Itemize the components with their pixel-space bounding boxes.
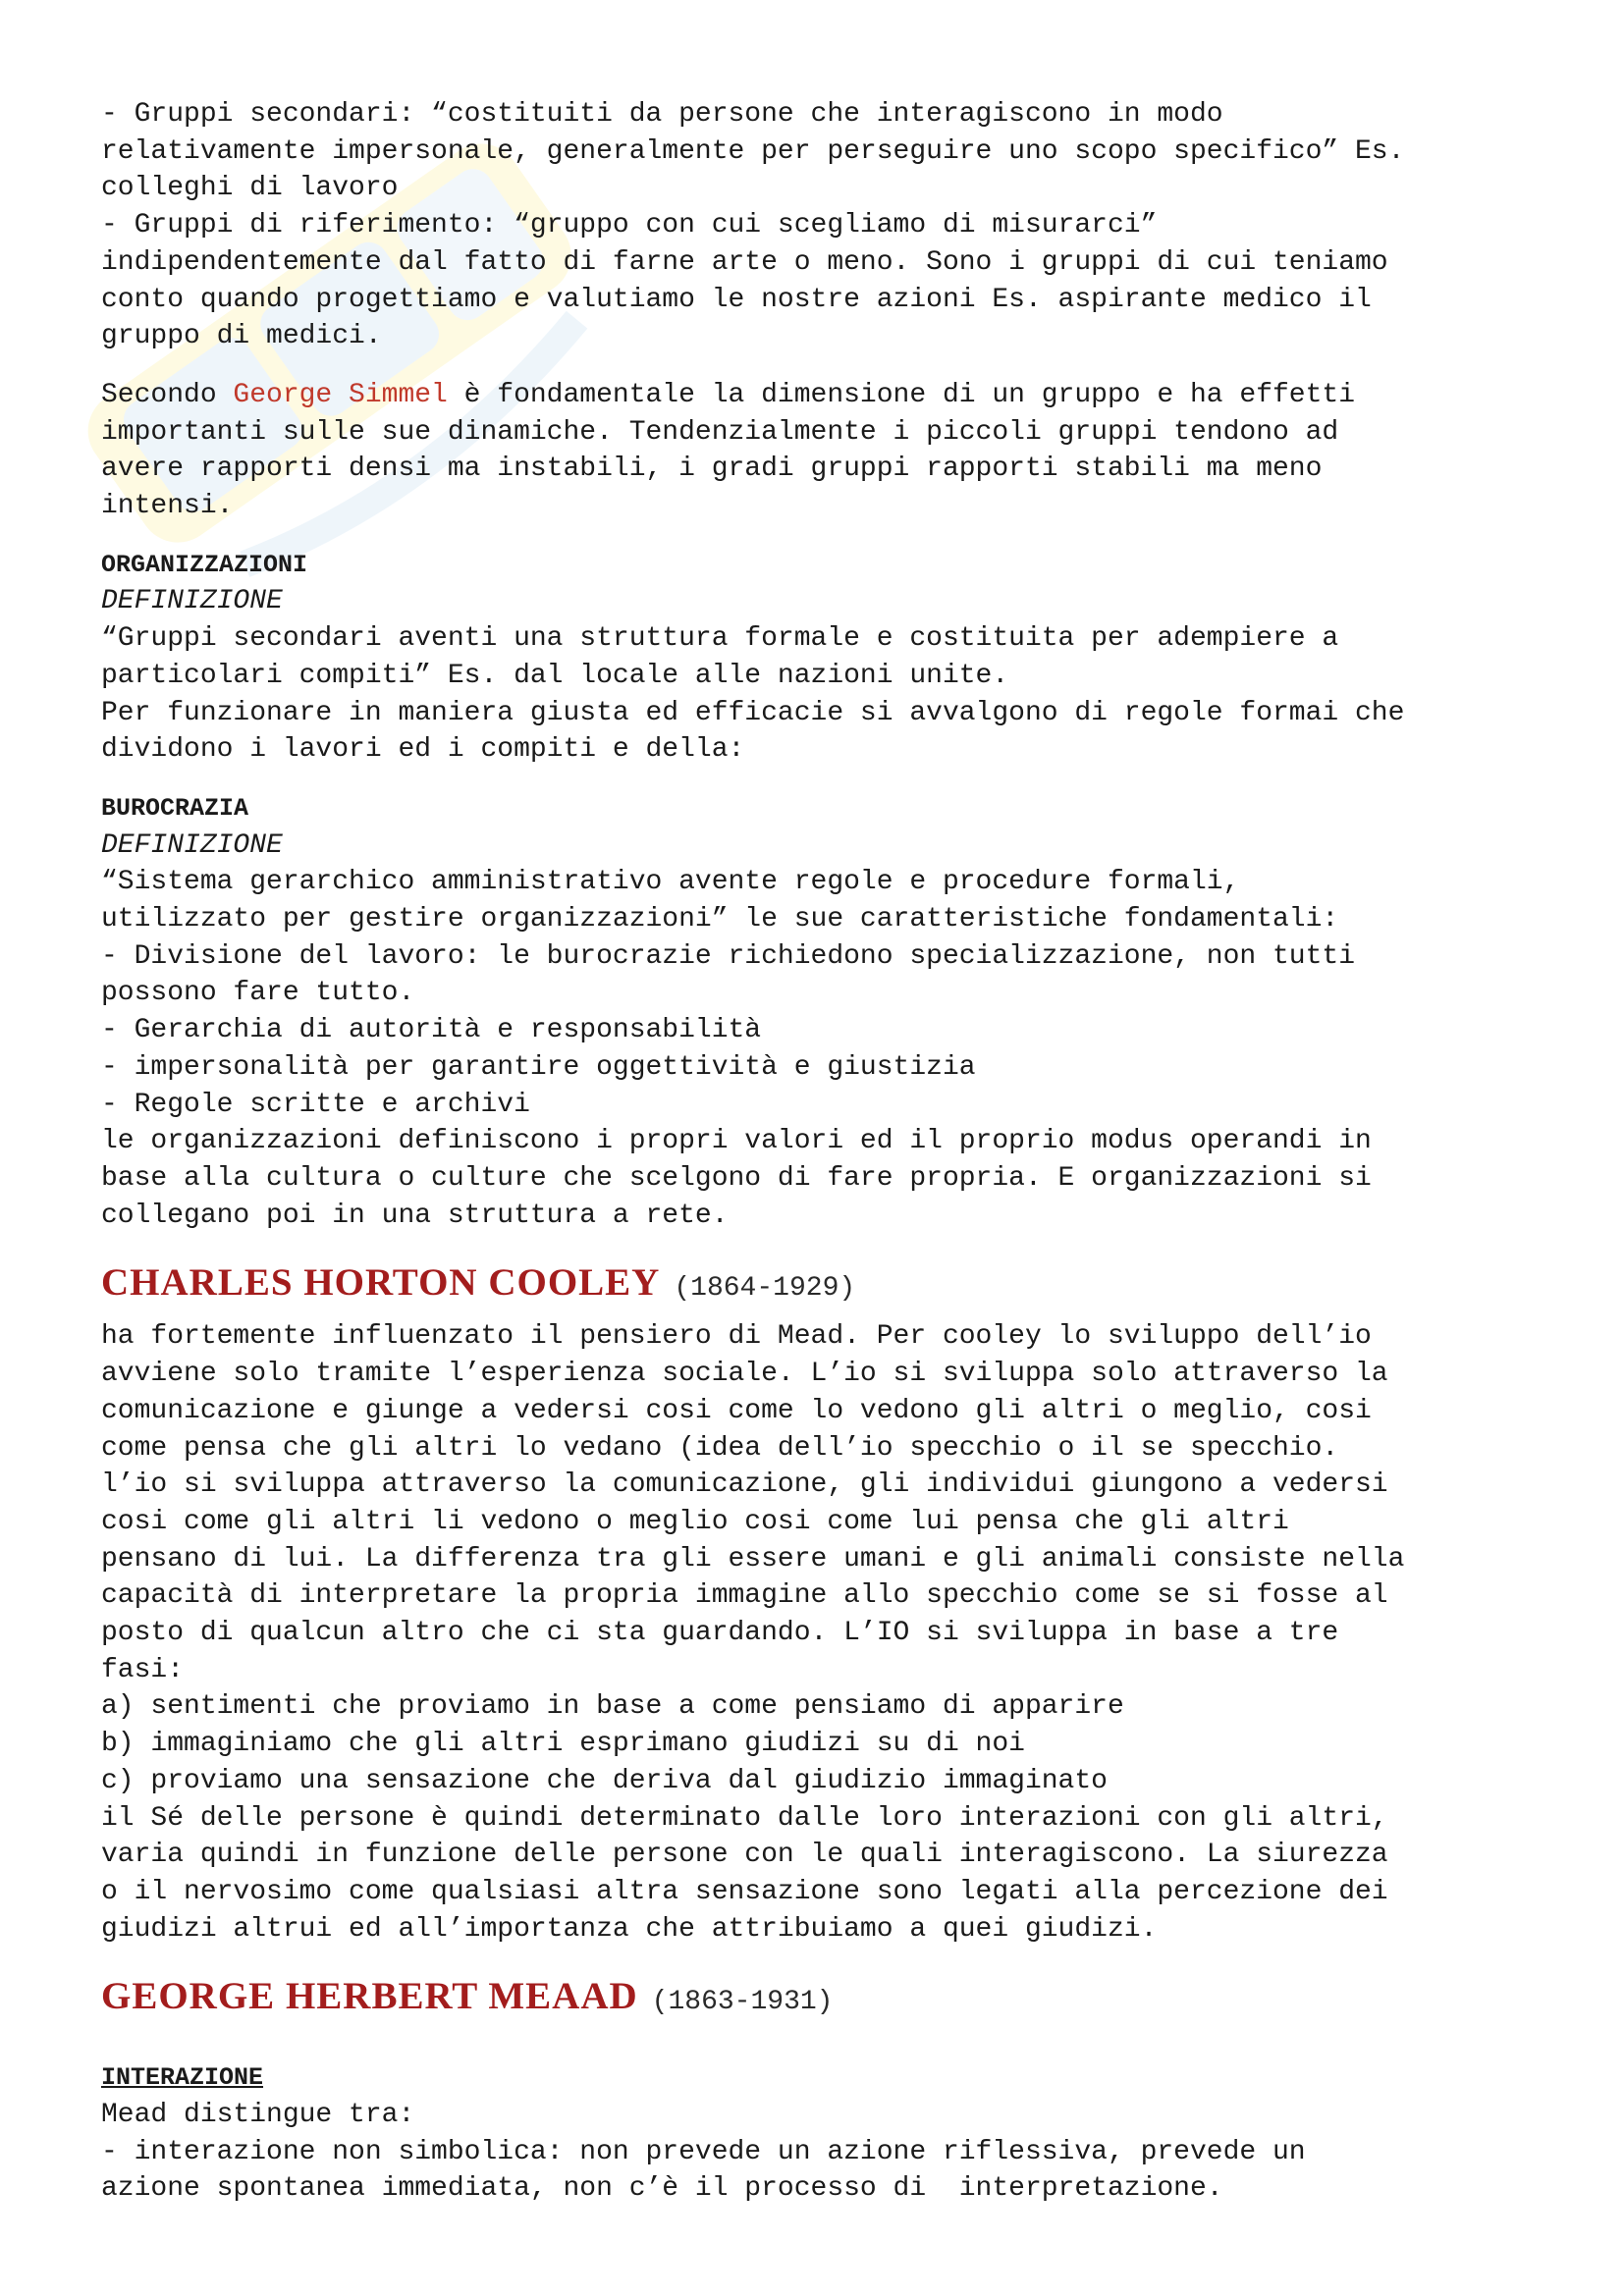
text-line: collegano poi in una struttura a rete. (101, 1200, 729, 1231)
text-line: l’io si sviluppa attraverso la comunicazione, gli individui giungono a vedersi (101, 1469, 1388, 1501)
text-line: relativamente impersonale, generalmente per perseguire uno scopo specifico” Es. (101, 135, 1405, 167)
document-page (101, 96, 1544, 2208)
simmel-paragraph (101, 377, 1544, 525)
section-heading-mead (101, 1969, 1544, 2032)
section-heading-organizzazioni: ORGANIZZAZIONI (101, 550, 308, 579)
text-line: pensano di lui. La differenza tra gli essere umani e gli animali consiste nella (101, 1543, 1405, 1575)
text-line: - Regole scritte e archivi (101, 1089, 530, 1120)
text-line: giudizi altrui ed all’importanza che attribuiamo a quei giudizi. (101, 1913, 1158, 1945)
cooley-section (101, 1255, 1544, 1948)
section-heading-cooley (101, 1255, 1544, 1318)
text-line: “Sistema gerarchico amministrativo avente regole e procedure formali, (101, 867, 1240, 898)
text-line: posto di qualcun altro che ci sta guardando. L’IO si sviluppa in base a tre (101, 1618, 1339, 1649)
heading-years: (1864-1929) (674, 1273, 856, 1305)
text-line: cosi come gli altri li vedono o meglio cosi come lui pensa che gli altri (101, 1506, 1289, 1537)
mead-section (101, 1969, 1544, 2208)
text-line: c) proviamo una sensazione che deriva dal giudizio immaginato (101, 1765, 1108, 1796)
text-line: o il nervosimo come qualsiasi altra sensazione sono legati alla percezione dei (101, 1876, 1388, 1907)
text-line: b) immaginiamo che gli altri esprimano giudizi su di noi (101, 1729, 1025, 1760)
text-line: il Sé delle persone è quindi determinato dalle loro interazioni con gli altri, (101, 1802, 1388, 1834)
text-line: conto quando progettiamo e valutiamo le nostre azioni Es. aspirante medico il (101, 284, 1372, 315)
organizzazioni-section (101, 547, 1544, 769)
section-heading-burocrazia: BUROCRAZIA (101, 793, 249, 823)
text-line: - impersonalità per garantire oggettività e giustizia (101, 1051, 976, 1083)
author-name-simmel: George Simmel (233, 379, 448, 410)
text-line: possono fare tutto. (101, 978, 415, 1009)
text-line: utilizzato per gestire organizzazioni” le sue caratteristiche fondamentali: (101, 904, 1339, 935)
text-line: a) sentimenti che proviamo in base a come pensiamo di apparire (101, 1691, 1124, 1723)
text-line: Mead distingue tra: (101, 2100, 415, 2131)
text-line: colleghi di lavoro (101, 173, 399, 204)
intro-section (101, 96, 1544, 355)
text-line: base alla cultura o culture che scelgono di fare propria. E organizzazioni si (101, 1162, 1372, 1194)
text-line: comunicazione e giunge a vedersi cosi come lo vedono gli altri o meglio, cosi (101, 1395, 1372, 1426)
text-line: varia quindi in funzione delle persone con le quali interagiscono. La siurezza (101, 1840, 1388, 1871)
text-line: indipendentemente dal fatto di farne arte o meno. Sono i gruppi di cui teniamo (101, 246, 1388, 278)
text-line: - Gerarchia di autorità e responsabilità (101, 1015, 762, 1046)
heading-name: CHARLES HORTON COOLEY (101, 1261, 661, 1305)
text-line: dividono i lavori ed i compiti e della: (101, 734, 745, 766)
text-line: - Divisione del lavoro: le burocrazie richiedono specializzazione, non tutti (101, 940, 1356, 972)
heading-name: GEORGE HERBERT MEAAD (101, 1975, 638, 2018)
text-line: - interazione non simbolica: non prevede un azione riflessiva, prevede un (101, 2136, 1306, 2167)
definition-label: DEFINIZIONE (101, 829, 283, 861)
text-line: - Gruppi secondari: “costituiti da persone che interagiscono in modo (101, 99, 1223, 130)
text-line: capacità di interpretare la propria immagine allo specchio come se si fosse al (101, 1580, 1388, 1612)
text-line: Per funzionare in maniera giusta ed efficacie si avvalgono di regole formai che (101, 697, 1405, 728)
text-line: intensi. (101, 491, 234, 522)
text-line: fasi: (101, 1654, 185, 1685)
text-line: - Gruppi di riferimento: “gruppo con cui scegliamo di misurarci” (101, 210, 1158, 241)
text-line: “Gruppi secondari aventi una struttura formale e costituita per adempiere a (101, 623, 1339, 655)
text-line: azione spontanea immediata, non c’è il processo di interpretazione. (101, 2173, 1223, 2205)
definition-label: DEFINIZIONE (101, 586, 283, 617)
text-line: le organizzazioni definiscono i propri valori ed il proprio modus operandi in (101, 1126, 1372, 1157)
subheading-interazione: INTERAZIONE (101, 2063, 264, 2093)
text-line: gruppo di medici. (101, 321, 382, 352)
text-line (101, 377, 1544, 414)
text-line: come pensa che gli altri lo vedano (idea dell’io specchio o il se specchio. (101, 1432, 1339, 1464)
text-line: avviene solo tramite l’esperienza sociale. L’io si sviluppa solo attraverso la (101, 1359, 1388, 1390)
text-fragment: è fondamentale la dimensione di un gruppo e ha effetti (447, 379, 1356, 410)
text-line: avere rapporti densi ma instabili, i gradi gruppi rapporti stabili ma meno (101, 454, 1323, 485)
burocrazia-section (101, 790, 1544, 1234)
text-line: particolari compiti” Es. dal locale alle nazioni unite. (101, 660, 1009, 691)
text-line: importanti sulle sue dinamiche. Tendenzialmente i piccoli gruppi tendono ad (101, 416, 1339, 448)
heading-years: (1863-1931) (651, 1987, 834, 2018)
text-line: ha fortemente influenzato il pensiero di Mead. Per cooley lo sviluppo dell’io (101, 1321, 1372, 1353)
text-fragment: Secondo (101, 379, 234, 410)
